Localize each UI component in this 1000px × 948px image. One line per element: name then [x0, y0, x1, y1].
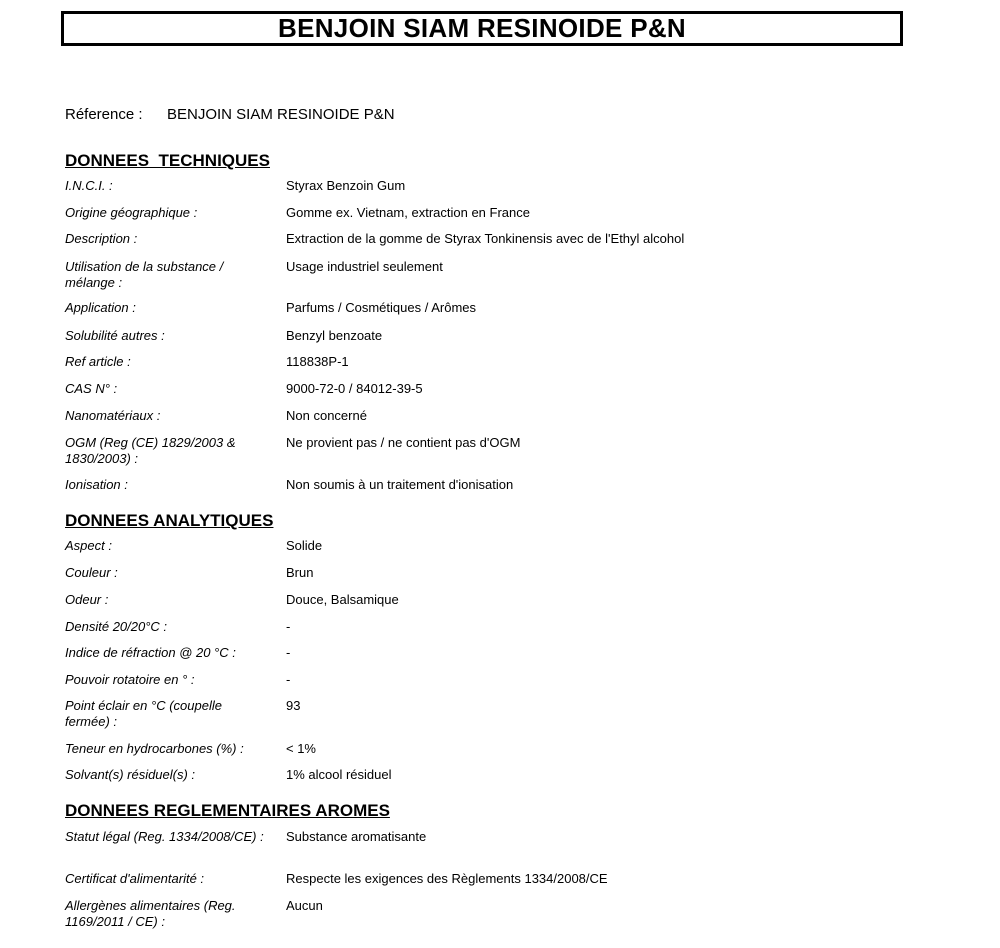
row-label: Solvant(s) résiduel(s) : — [65, 767, 196, 782]
row-value: Styrax Benzoin Gum — [286, 178, 406, 193]
row-label: Statut légal (Reg. 1334/2008/CE) : — [65, 829, 264, 844]
row-label: OGM (Reg (CE) 1829/2003 & 1830/2003) : — [65, 435, 236, 466]
row-label: CAS N° : — [65, 381, 118, 396]
row-label: Densité 20/20°C : — [65, 619, 168, 634]
row-value: Extraction de la gomme de Styrax Tonkinensis avec de l'Ethyl alcohol — [286, 231, 685, 246]
row-value: Brun — [286, 565, 314, 580]
row-value: Non soumis à un traitement d'ionisation — [286, 477, 514, 492]
row-label: Aspect : — [65, 538, 112, 553]
row-label: Allergènes alimentaires (Reg. 1169/2011 / CE) : — [65, 898, 236, 929]
row-value: Douce, Balsamique — [286, 592, 399, 607]
row-value: Benzyl benzoate — [286, 328, 383, 343]
reference-line — [65, 106, 395, 123]
row-label: Application : — [65, 300, 136, 315]
row-value: - — [286, 672, 291, 687]
row-label: Point éclair en °C (coupelle fermée) : — [65, 698, 222, 729]
row-value: Ne provient pas / ne contient pas d'OGM — [286, 435, 521, 450]
row-label: I.N.C.I. : — [65, 178, 113, 193]
row-value: Usage industriel seulement — [286, 259, 443, 274]
row-value: Gomme ex. Vietnam, extraction en France — [286, 205, 530, 220]
row-label: Teneur en hydrocarbones (%) : — [65, 741, 244, 756]
row-value: Substance aromatisante — [286, 829, 427, 844]
section-heading-analytiques: DONNEES ANALYTIQUES — [65, 511, 274, 530]
section-heading-techniques: DONNEES TECHNIQUES — [65, 151, 270, 170]
row-value: < 1% — [286, 741, 316, 756]
row-value: Non concerné — [286, 408, 367, 423]
row-value: 93 — [286, 698, 301, 713]
row-value: 1% alcool résiduel — [286, 767, 392, 782]
row-value: Aucun — [286, 898, 323, 913]
row-label: Couleur : — [65, 565, 118, 580]
reference-label: Réference : — [65, 106, 143, 123]
row-label: Origine géographique : — [65, 205, 198, 220]
row-value: - — [286, 619, 291, 634]
row-label: Utilisation de la substance / mélange : — [65, 259, 224, 290]
row-label: Pouvoir rotatoire en ° : — [65, 672, 195, 687]
row-label: Certificat d'alimentarité : — [65, 871, 205, 886]
row-value: Solide — [286, 538, 323, 553]
reference-value: BENJOIN SIAM RESINOIDE P&N — [167, 106, 395, 123]
row-label: Ref article : — [65, 354, 131, 369]
document-title: BENJOIN SIAM RESINOIDE P&N — [278, 13, 686, 43]
row-value: 118838P-1 — [286, 354, 349, 369]
row-label: Ionisation : — [65, 477, 128, 492]
row-value: Respecte les exigences des Règlements 1334/2008/CE — [286, 871, 608, 886]
row-value: - — [286, 645, 291, 660]
row-label: Nanomatériaux : — [65, 408, 161, 423]
row-label: Solubilité autres : — [65, 328, 165, 343]
row-value: Parfums / Cosmétiques / Arômes — [286, 300, 477, 315]
row-label: Odeur : — [65, 592, 109, 607]
section-heading-reglementaires: DONNEES REGLEMENTAIRES AROMES — [65, 801, 390, 820]
row-value: 9000-72-0 / 84012-39-5 — [286, 381, 423, 396]
document-title-box — [61, 11, 903, 46]
row-label: Indice de réfraction @ 20 °C : — [65, 645, 236, 660]
row-label: Description : — [65, 231, 138, 246]
